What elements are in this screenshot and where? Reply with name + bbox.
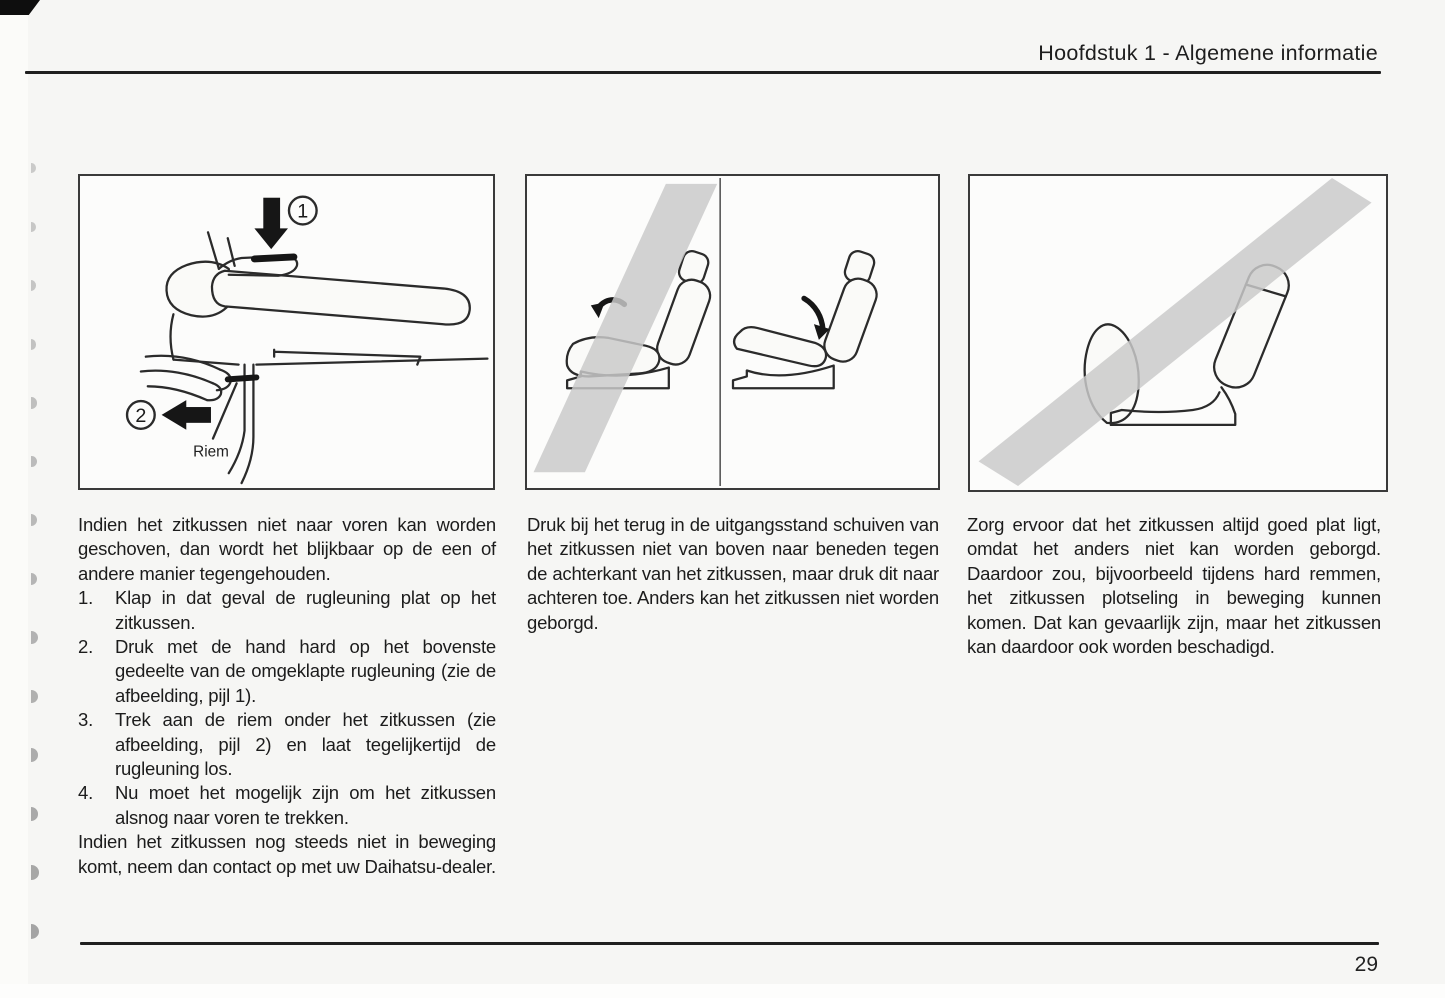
cushion-return-illustration — [527, 176, 938, 488]
step-number: 4. — [78, 782, 94, 804]
strap-label: Riem — [193, 443, 229, 461]
list-item — [78, 708, 496, 781]
strap — [228, 377, 257, 379]
seat-right-way — [733, 249, 881, 388]
list-item — [78, 781, 496, 830]
figure-cushion-return — [525, 174, 940, 490]
fold-backrest-illustration — [80, 176, 493, 488]
arrow-down-icon — [254, 198, 288, 249]
paragraph-right: Zorg ervoor dat het zitkussen altijd goed plat ligt, omdat het anders niet kan worden geborgd. Daardoor zou, bijvoorbeeld tijdens hard remmen, het zitkussen plotseling in beweging kunnen komen. Dat kan gevaarlijk zijn, maar het zitkussen kan daardoor ook worden beschadigd. — [967, 514, 1381, 658]
list-item — [78, 635, 496, 708]
folded-backrest — [212, 271, 470, 325]
label-pointer-line — [213, 383, 237, 438]
step-text: Trek aan de riem onder het zitkussen (zie afbeelding, pijl 2) en laat tegelijkertijd de rugleuning los. — [115, 709, 496, 780]
footer-rule — [80, 942, 1379, 945]
step-number: 3. — [78, 709, 94, 731]
cushion-upright-illustration — [970, 176, 1386, 490]
callout-1: 1 — [297, 200, 309, 223]
step-text: Druk met de hand hard op het bovenste gedeelte van de omgeklapte rugleuning (zie de afbeelding, pijl 1). — [115, 636, 496, 706]
figure-fold-backrest — [78, 174, 495, 490]
paragraph-outro: Indien het zitkussen nog steeds niet in beweging komt, neem dan contact op met uw Daihatsu-dealer. — [78, 831, 496, 877]
binding-marks — [0, 0, 45, 998]
column-left — [78, 513, 496, 879]
cushion-lifted — [734, 327, 826, 366]
step-text: Klap in dat geval de rugleuning plat op het zitkussen. — [115, 587, 496, 633]
header-rule — [25, 71, 1381, 74]
list-item — [78, 586, 496, 635]
page-number: 29 — [1354, 953, 1378, 976]
scan-edge-bottom — [0, 984, 1445, 998]
instruction-list — [78, 586, 496, 830]
column-right — [967, 513, 1381, 659]
arrow-left-icon — [162, 400, 211, 430]
figure-cushion-upright — [968, 174, 1388, 492]
base-right — [733, 366, 834, 389]
backrest-right — [820, 275, 881, 366]
step-number: 2. — [78, 636, 94, 658]
column-middle — [527, 513, 939, 635]
step-number: 1. — [78, 587, 94, 609]
prohibition-stripe — [979, 178, 1372, 486]
chapter-header: Hoofdstuk 1 - Algemene informatie — [1038, 41, 1378, 65]
paragraph-middle: Druk bij het terug in de uitgangsstand schuiven van het zitkussen niet van boven naar beneden tegen de achterkant van het zitkussen, maar druk dit naar achteren toe. Anders kan het zitkussen niet worden geborgd. — [527, 514, 939, 633]
paragraph-intro: Indien het zitkussen niet naar voren kan worden geschoven, dan wordt het blijkbaar op de een of andere manier tegengehouden. — [78, 514, 496, 584]
step-text: Nu moet het mogelijk zijn om het zitkussen alsnog naar voren te trekken. — [115, 782, 496, 828]
push-arrow-right — [804, 298, 823, 329]
callout-2: 2 — [135, 404, 147, 427]
